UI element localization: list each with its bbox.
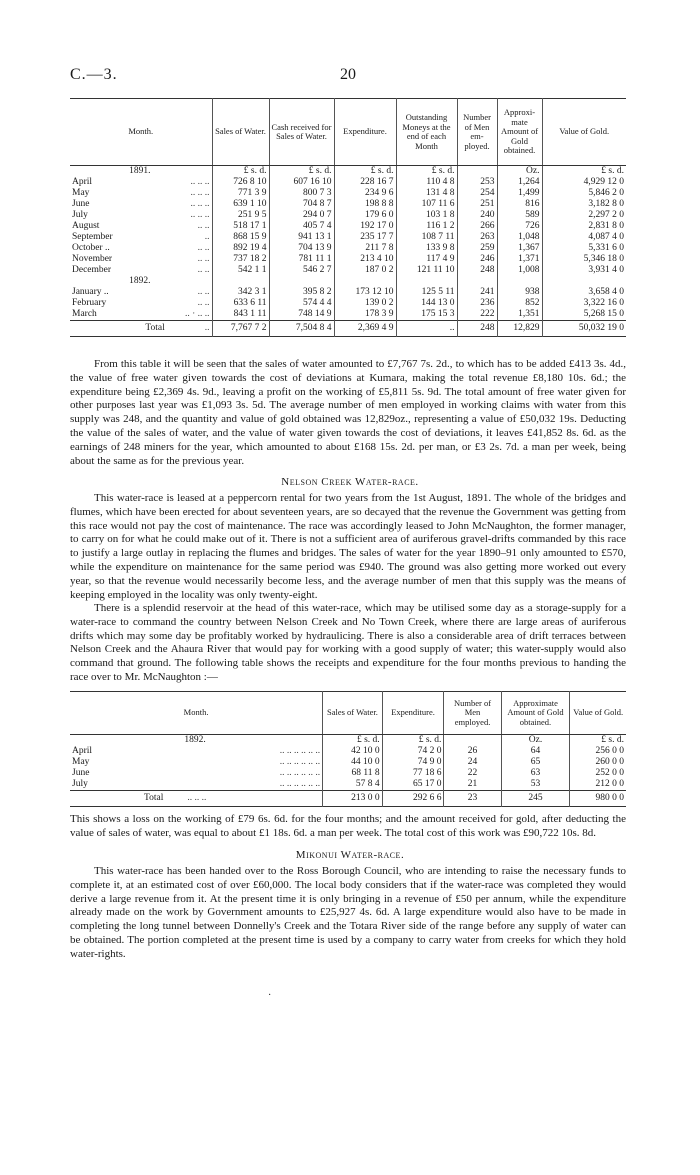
cell-value: 212 0 0 xyxy=(570,779,626,791)
cell-exp: 77 18 6 xyxy=(382,768,444,779)
leader-dots: .. .. xyxy=(197,221,210,231)
month-cell xyxy=(70,210,212,221)
empty-cell xyxy=(542,276,626,287)
table-row xyxy=(70,243,626,254)
cell-men: 22 xyxy=(444,768,501,779)
table-row xyxy=(70,254,626,265)
cell-sales: 342 3 1 xyxy=(212,287,269,298)
col-month: Month. xyxy=(70,692,323,735)
leader-dots: .. .. .. xyxy=(187,793,207,803)
col-outstanding: Outstanding Moneys at the end of each Month xyxy=(396,99,457,166)
month-cell xyxy=(70,287,212,298)
cell-out: 121 11 10 xyxy=(396,265,457,276)
cell-value: 3,182 8 0 xyxy=(542,199,626,210)
cell-sales: 251 9 5 xyxy=(212,210,269,221)
table-row xyxy=(70,309,626,321)
table-row xyxy=(70,210,626,221)
year-label: 1892. xyxy=(129,276,151,286)
cell-gold: 53 xyxy=(501,779,570,791)
cell-exp: 74 9 0 xyxy=(382,757,444,768)
leader-dots: .. xyxy=(204,232,210,242)
empty-cell xyxy=(497,276,542,287)
empty-cell xyxy=(269,276,334,287)
month-cell xyxy=(70,254,212,265)
heading-mikonui: Mikonui Water-race. xyxy=(295,849,405,861)
total-men: 23 xyxy=(444,791,501,807)
cell-gold: 938 xyxy=(497,287,542,298)
units-row xyxy=(70,735,626,747)
cell-out: 107 11 6 xyxy=(396,199,457,210)
cell-exp: 139 0 2 xyxy=(334,298,396,309)
total-value: 50,032 19 0 xyxy=(542,321,626,337)
cell-men: 24 xyxy=(444,757,501,768)
leader-dots: .. .. .. xyxy=(190,199,210,209)
month-cell xyxy=(70,309,212,320)
month-name: March xyxy=(72,309,97,319)
table-row xyxy=(70,232,626,243)
cell-cash: 574 4 4 xyxy=(269,298,334,309)
paragraph-mikonui: This water-race has been handed over to the Ross Borough Council, who are intending to raise the necessary funds to complete it, at an estimated cost of over £60,000. The local body considers that if the water-race was completed they would derive a large revenue from it. At the present time it is only bringing in a revenue of £50 per annum, while the expenditure already made on the work by Government amounts to £25,927 4s. 6d. A large expenditure would also have to be made in completing the long tunnel between Donnelly's Creek and the Totara River side of the range before any supply of water can be obtained. The portion completed at the present time is used by a company to carry water from creeks for which they hold water-rights. xyxy=(70,865,626,960)
cell-value: 5,268 15 0 xyxy=(542,309,626,321)
col-men: Number of Men employed. xyxy=(444,692,501,735)
cell-exp: 179 6 0 xyxy=(334,210,396,221)
col-value: Value of Gold. xyxy=(542,99,626,166)
cell-gold: 852 xyxy=(497,298,542,309)
leader-dots: .. xyxy=(204,323,210,333)
cell-men: 266 xyxy=(457,221,497,232)
cell-value: 4,929 12 0 xyxy=(542,177,626,188)
cell-value: 5,331 6 0 xyxy=(542,243,626,254)
cell-sales: 42 10 0 xyxy=(323,746,383,757)
cell-sales: 68 11 8 xyxy=(323,768,383,779)
month-name: December xyxy=(72,265,112,275)
empty-cell xyxy=(457,276,497,287)
cell-men: 240 xyxy=(457,210,497,221)
unit-label: £ s. d. xyxy=(323,735,383,747)
year-label: 1891. xyxy=(129,166,151,176)
cell-sales: 639 1 10 xyxy=(212,199,269,210)
total-row xyxy=(70,791,626,807)
col-gold: Approximate Amount of Gold obtained. xyxy=(501,692,570,735)
cell-exp: 211 7 8 xyxy=(334,243,396,254)
cell-out: 103 1 8 xyxy=(396,210,457,221)
total-row xyxy=(70,321,626,337)
page-number: 20 xyxy=(340,66,356,83)
leader-dots: .. .. xyxy=(197,298,210,308)
cell-men: 236 xyxy=(457,298,497,309)
table-row xyxy=(70,298,626,309)
cell-cash: 781 11 1 xyxy=(269,254,334,265)
month-name: January .. xyxy=(72,287,109,297)
section-code: C.—3. xyxy=(70,66,118,83)
leader-dots: .. .. .. xyxy=(190,210,210,220)
leader-dots: .. .. xyxy=(197,243,210,253)
leader-dots: .. .. .. .. .. .. xyxy=(279,757,321,767)
empty-cell xyxy=(396,276,457,287)
leader-dots: .. .. .. .. .. .. xyxy=(279,768,321,778)
cell-men: 251 xyxy=(457,199,497,210)
table-row xyxy=(70,746,626,757)
leader-dots: .. .. .. .. .. .. xyxy=(279,779,321,789)
cell-gold: 726 xyxy=(497,221,542,232)
cell-value: 256 0 0 xyxy=(570,746,626,757)
total-gold: 12,829 xyxy=(497,321,542,337)
cell-out: 110 4 8 xyxy=(396,177,457,188)
cell-men: 246 xyxy=(457,254,497,265)
month-cell xyxy=(70,779,322,790)
cell-out: 125 5 11 xyxy=(396,287,457,298)
month-cell xyxy=(70,243,212,254)
cell-men: 222 xyxy=(457,309,497,321)
cell-gold: 1,351 xyxy=(497,309,542,321)
cell-value: 5,846 2 0 xyxy=(542,188,626,199)
year-label: 1892. xyxy=(184,735,206,745)
cell-out: 131 4 8 xyxy=(396,188,457,199)
paragraph-kumara-summary: From this table it will be seen that the sales of water amounted to £7,767 7s. 2d., to which has to be added £413 3s. 4d., the value of free water given towards the cost of deviations at Kumara, making the total revenue £8,180 10s. 6d.; the expenditure being £2,369 4s. 9d., leaving a profit on the working of £5,811 5s. 9d. The total amount of free water given for other purposes last year was £1,093 3s. 5d. The average number of men employed in working claims with water from this supply was 248, and the quantity and value of gold obtained was 12,829oz., representing a value of £50,032 19s. Deducting the value of the sales of water, and the value of water given towards the cost of deviations, it leaves £41,852 8s. 6d. as the earnings of 248 miners for the year, which amounted to about £168 15s. 2d. per man, or £3 2s. 7d. a man per week, being about the same as for the previous year. xyxy=(70,358,626,467)
cell-men: 253 xyxy=(457,177,497,188)
cell-out: 117 4 9 xyxy=(396,254,457,265)
table-row xyxy=(70,188,626,199)
cell-exp: 235 17 7 xyxy=(334,232,396,243)
total-sales: 213 0 0 xyxy=(323,791,383,807)
cell-exp: 192 17 0 xyxy=(334,221,396,232)
cell-cash: 748 14 9 xyxy=(269,309,334,321)
month-name: November xyxy=(72,254,113,264)
month-cell xyxy=(70,757,322,768)
leader-dots: .. .. xyxy=(197,287,210,297)
paragraph-nelson-loss: This shows a loss on the working of £79 6s. 6d. for the four months; and the amount received for gold, after deducting the value of sales of water, was equal to about £1 18s. 6d. a man per week. The total cost of this work was £90,722 10s. 8d. xyxy=(70,813,626,839)
cell-value: 5,346 18 0 xyxy=(542,254,626,265)
table-row xyxy=(70,177,626,188)
col-cash: Cash received for Sales of Water. xyxy=(269,99,334,166)
cell-gold: 64 xyxy=(501,746,570,757)
total-out: .. xyxy=(396,321,457,337)
month-cell xyxy=(70,768,322,779)
cell-out: 116 1 2 xyxy=(396,221,457,232)
cell-value: 252 0 0 xyxy=(570,768,626,779)
leader-dots: .. .. xyxy=(197,265,210,275)
leader-dots: .. .. xyxy=(197,254,210,264)
month-cell xyxy=(70,232,212,243)
cell-value: 3,931 4 0 xyxy=(542,265,626,276)
month-name: April xyxy=(72,746,93,756)
cell-sales: 771 3 9 xyxy=(212,188,269,199)
cell-exp: 187 0 2 xyxy=(334,265,396,276)
month-name: May xyxy=(72,757,90,767)
month-name: February xyxy=(72,298,107,308)
month-name: May xyxy=(72,188,90,198)
cell-gold: 1,008 xyxy=(497,265,542,276)
kumara-water-race-table xyxy=(70,98,626,337)
cell-sales: 868 15 9 xyxy=(212,232,269,243)
cell-cash: 395 8 2 xyxy=(269,287,334,298)
table-header-row xyxy=(70,692,626,735)
cell-sales: 518 17 1 xyxy=(212,221,269,232)
month-cell xyxy=(70,221,212,232)
month-cell xyxy=(70,746,322,757)
total-label: Total xyxy=(145,323,165,333)
cell-sales: 633 6 11 xyxy=(212,298,269,309)
month-cell xyxy=(70,188,212,199)
total-label-cell xyxy=(70,791,323,807)
empty-cell xyxy=(334,276,396,287)
cell-cash: 704 8 7 xyxy=(269,199,334,210)
cell-value: 3,322 16 0 xyxy=(542,298,626,309)
cell-sales: 44 10 0 xyxy=(323,757,383,768)
table-row xyxy=(70,287,626,298)
cell-men: 248 xyxy=(457,265,497,276)
cell-cash: 546 2 7 xyxy=(269,265,334,276)
unit-label: £ s. d. xyxy=(269,166,334,178)
cell-exp: 178 3 9 xyxy=(334,309,396,321)
unit-label: £ s. d. xyxy=(212,166,269,178)
table-row xyxy=(70,779,626,791)
heading-nelson-creek: Nelson Creek Water-race. xyxy=(281,476,419,488)
unit-label xyxy=(444,735,501,747)
total-sales: 7,767 7 2 xyxy=(212,321,269,337)
month-name: October .. xyxy=(72,243,110,253)
cell-value: 260 0 0 xyxy=(570,757,626,768)
cell-value: 2,831 8 0 xyxy=(542,221,626,232)
units-row xyxy=(70,166,626,178)
month-name: April xyxy=(72,177,93,187)
cell-exp: 198 8 8 xyxy=(334,199,396,210)
total-cash: 7,504 8 4 xyxy=(269,321,334,337)
col-gold: Approxi-mate Amount of Gold obtained. xyxy=(497,99,542,166)
cell-cash: 941 13 1 xyxy=(269,232,334,243)
col-month: Month. xyxy=(70,99,212,166)
cell-out: 108 7 11 xyxy=(396,232,457,243)
nelson-creek-table xyxy=(70,691,626,807)
table-row xyxy=(70,265,626,276)
cell-cash: 704 13 9 xyxy=(269,243,334,254)
total-label-cell xyxy=(70,321,212,337)
paragraph-nelson-lease: This water-race is leased at a peppercorn rental for two years from the 1st August, 1891. The whole of the bridges and flumes, which have been erected for about seventeen years, are so decayed that the revenue the Government was getting from this race would not pay the cost of maintenance. The race was accordingly leased to John McNaughton, the former manager, to carry on for what he could make out of it. There is not a sufficient area of auriferous gravel-drifts commanded by this race to justify a large outlay in replacing the flumes and bridges. The sales of water for the year 1890–91 only amounted to £570, while the expenditure on maintenance for the same period was £940. The ground was also getting more worked out every year, so that the revenue would necessarily become less, and the average number of men that this supply was the means of keeping employed in the locality was only twenty-eight. xyxy=(70,492,626,601)
cell-value: 4,087 4 0 xyxy=(542,232,626,243)
col-expenditure: Expenditure. xyxy=(334,99,396,166)
cell-exp: 74 2 0 xyxy=(382,746,444,757)
empty-cell xyxy=(212,276,269,287)
col-value: Value of Gold. xyxy=(570,692,626,735)
unit-label: £ s. d. xyxy=(382,735,444,747)
table-row xyxy=(70,768,626,779)
month-name: September xyxy=(72,232,113,242)
col-expenditure: Expenditure. xyxy=(382,692,444,735)
cell-cash: 800 7 3 xyxy=(269,188,334,199)
leader-dots: .. · .. .. xyxy=(184,309,210,319)
cell-exp: 234 9 6 xyxy=(334,188,396,199)
col-men: Number of Men em-ployed. xyxy=(457,99,497,166)
cell-men: 241 xyxy=(457,287,497,298)
total-label: Total xyxy=(144,793,164,803)
total-exp: 292 6 6 xyxy=(382,791,444,807)
month-cell xyxy=(70,265,212,276)
cell-gold: 1,264 xyxy=(497,177,542,188)
leader-dots: .. .. .. xyxy=(190,177,210,187)
month-cell xyxy=(70,298,212,309)
col-sales: Sales of Water. xyxy=(212,99,269,166)
cell-exp: 65 17 0 xyxy=(382,779,444,791)
cell-gold: 1,048 xyxy=(497,232,542,243)
cell-exp: 213 4 10 xyxy=(334,254,396,265)
total-exp: 2,369 4 9 xyxy=(334,321,396,337)
total-men: 248 xyxy=(457,321,497,337)
month-name: August xyxy=(72,221,100,231)
cell-value: 2,297 2 0 xyxy=(542,210,626,221)
footer-mark: · xyxy=(268,990,272,1001)
cell-value: 3,658 4 0 xyxy=(542,287,626,298)
cell-men: 21 xyxy=(444,779,501,791)
cell-sales: 726 8 10 xyxy=(212,177,269,188)
cell-gold: 589 xyxy=(497,210,542,221)
cell-sales: 892 19 4 xyxy=(212,243,269,254)
unit-label xyxy=(457,166,497,178)
cell-men: 259 xyxy=(457,243,497,254)
table-row xyxy=(70,199,626,210)
unit-label: £ s. d. xyxy=(570,735,626,747)
month-name: June xyxy=(72,199,90,209)
cell-sales: 737 18 2 xyxy=(212,254,269,265)
unit-label: Oz. xyxy=(497,166,542,178)
cell-gold: 65 xyxy=(501,757,570,768)
unit-label: £ s. d. xyxy=(396,166,457,178)
unit-label: Oz. xyxy=(501,735,570,747)
unit-label: £ s. d. xyxy=(334,166,396,178)
cell-exp: 228 16 7 xyxy=(334,177,396,188)
cell-cash: 405 7 4 xyxy=(269,221,334,232)
table-header-row xyxy=(70,99,626,166)
cell-out: 144 13 0 xyxy=(396,298,457,309)
cell-sales: 542 1 1 xyxy=(212,265,269,276)
total-gold: 245 xyxy=(501,791,570,807)
cell-cash: 607 16 10 xyxy=(269,177,334,188)
cell-gold: 63 xyxy=(501,768,570,779)
table-row xyxy=(70,757,626,768)
month-name: July xyxy=(72,779,88,789)
total-value: 980 0 0 xyxy=(570,791,626,807)
month-cell xyxy=(70,199,212,210)
table-row xyxy=(70,221,626,232)
cell-gold: 1,371 xyxy=(497,254,542,265)
cell-men: 26 xyxy=(444,746,501,757)
cell-cash: 294 0 7 xyxy=(269,210,334,221)
leader-dots: .. .. .. xyxy=(190,188,210,198)
cell-gold: 1,499 xyxy=(497,188,542,199)
month-name: July xyxy=(72,210,88,220)
cell-out: 175 15 3 xyxy=(396,309,457,321)
col-sales: Sales of Water. xyxy=(323,692,383,735)
month-name: June xyxy=(72,768,90,778)
cell-out: 133 9 8 xyxy=(396,243,457,254)
cell-gold: 1,367 xyxy=(497,243,542,254)
leader-dots: .. .. .. .. .. .. xyxy=(279,746,321,756)
cell-sales: 57 8 4 xyxy=(323,779,383,791)
cell-gold: 816 xyxy=(497,199,542,210)
cell-sales: 843 1 11 xyxy=(212,309,269,321)
unit-label: £ s. d. xyxy=(542,166,626,178)
year-row xyxy=(70,276,626,287)
month-cell xyxy=(70,177,212,188)
cell-men: 263 xyxy=(457,232,497,243)
paragraph-nelson-reservoir: There is a splendid reservoir at the head of this water-race, which may be utilised some day as a storage-supply for a water-race to command the country between Nelson Creek and No Town Creek, where there are large areas of auriferous drifts which may some day be profitably worked by hydraulicing. There is also a considerable area of drift terraces between Nelson Creek and the Ahaura River that would pay for working with a good supply of water; this water-supply would also command that ground. The following table shows the receipts and expenditure for the four months previous to handing the race over to Mr. McNaughton :— xyxy=(70,602,626,683)
cell-men: 254 xyxy=(457,188,497,199)
cell-exp: 173 12 10 xyxy=(334,287,396,298)
